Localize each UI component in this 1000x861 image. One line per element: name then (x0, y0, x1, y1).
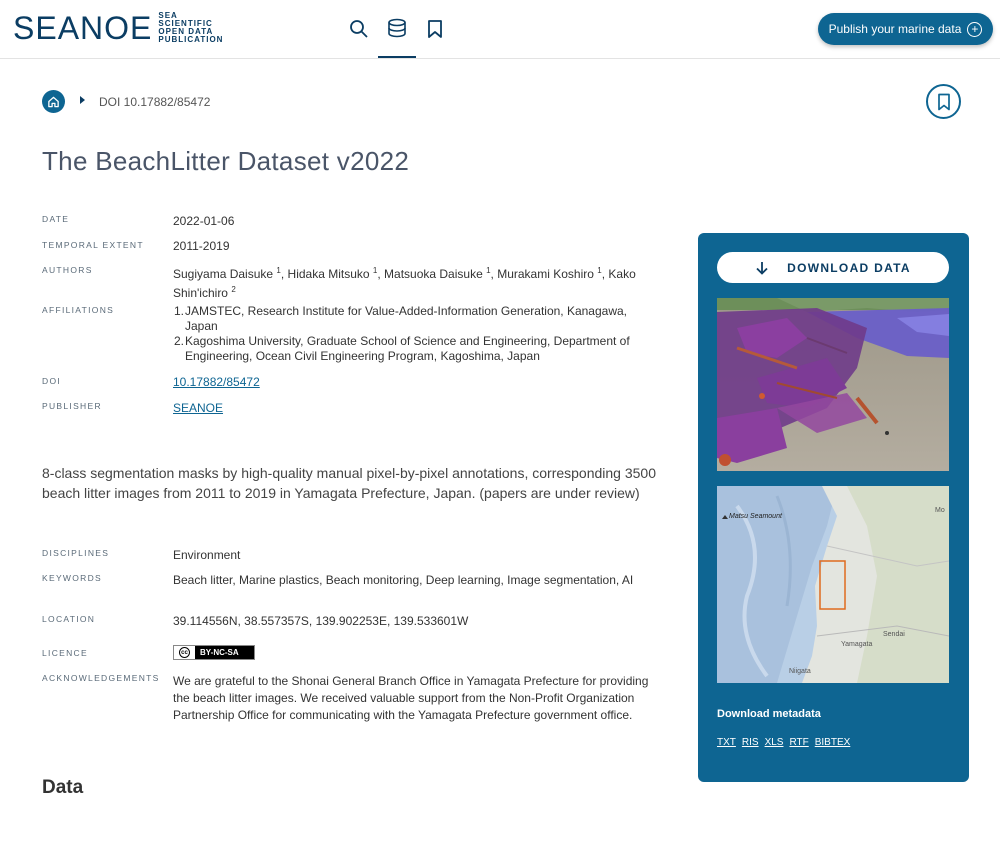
cc-icon: cc (174, 646, 196, 659)
acknowledgements-label: ACKNOWLEDGEMENTS (42, 673, 160, 683)
metadata-format-links (717, 737, 850, 748)
bookmark-button[interactable] (926, 84, 961, 119)
licence-badge[interactable] (173, 645, 255, 660)
publisher-link[interactable]: SEANOE (173, 401, 224, 415)
breadcrumb-separator-icon (80, 96, 85, 104)
home-icon[interactable] (42, 90, 65, 113)
doi-label: DOI (42, 376, 62, 386)
svg-text:Niigata: Niigata (789, 668, 811, 675)
format-link-xls[interactable]: XLS (764, 737, 784, 748)
acknowledgements-value: We are grateful to the Shonai General Branch Office in Yamagata Prefecture for providing the beach litter images. We received valuable support from the Non-Profit Organization Partnership Office for communicating with the Yamagata Prefecture government office. (173, 674, 649, 722)
disciplines-label: DISCIPLINES (42, 548, 110, 558)
format-link-bibtex[interactable]: BIBTEX (814, 737, 851, 748)
seanoe-logo[interactable] (13, 12, 223, 44)
publisher-value (173, 400, 223, 416)
keywords-value: Beach litter, Marine plastics, Beach monitoring, Deep learning, Image segmentation, AI (173, 573, 634, 587)
download-data-button[interactable] (717, 252, 949, 283)
publish-data-button[interactable] (818, 13, 993, 45)
location-value: 39.114556N, 38.557357S, 139.902253E, 139.533601W (173, 614, 469, 628)
top-navigation-bar (0, 0, 1000, 59)
affiliations-label: AFFILIATIONS (42, 305, 115, 315)
download-arrow-icon (755, 261, 769, 275)
doi-value (173, 374, 260, 390)
location-map[interactable] (717, 486, 949, 683)
dataset-preview-image[interactable] (717, 298, 949, 471)
svg-text:Matsu Seamount: Matsu Seamount (729, 513, 782, 520)
svg-text:Mo: Mo (935, 507, 945, 514)
list-item: 2. Kagoshima University, Graduate School of Science and Engineering, Department of Engineering, Ocean Civil Engineering Program, Kagoshima, Japan (174, 334, 630, 363)
licence-label: LICENCE (42, 648, 88, 658)
search-icon[interactable] (340, 0, 378, 58)
authors-label: AUTHORS (42, 265, 93, 275)
svg-text:Sendai: Sendai (883, 631, 905, 638)
licence-badge-text: BY-NC-SA (200, 648, 239, 657)
publish-label: Publish your marine data (828, 22, 962, 36)
logo-wordmark: SEANOE (13, 10, 153, 46)
list-item: 1. JAMSTEC, Research Institute for Value-Added-Information Generation, Kanagawa, Japan (174, 304, 628, 333)
data-section-heading: Data (42, 777, 84, 798)
date-value: 2022-01-06 (173, 214, 235, 228)
format-link-rtf[interactable]: RTF (789, 737, 809, 748)
date-label: DATE (42, 214, 70, 224)
temporal-extent-label: TEMPORAL EXTENT (42, 240, 144, 250)
location-label: LOCATION (42, 614, 96, 624)
download-data-label: DOWNLOAD DATA (787, 260, 911, 275)
breadcrumb-doi[interactable]: DOI 10.17882/85472 (99, 95, 211, 109)
page-title: The BeachLitter Dataset v2022 (42, 146, 410, 176)
disciplines-value: Environment (173, 548, 241, 562)
logo-subtitle: SEA SCIENTIFIC OPEN DATA PUBLICATION (158, 11, 224, 44)
temporal-extent-value: 2011-2019 (173, 239, 230, 253)
nav-icons (340, 0, 454, 58)
bookmark-icon[interactable] (416, 0, 454, 58)
format-link-ris[interactable]: RIS (741, 737, 759, 748)
database-icon[interactable] (378, 0, 416, 58)
svg-text:Yamagata: Yamagata (841, 641, 873, 648)
download-panel (698, 233, 969, 782)
download-metadata-heading: Download metadata (717, 708, 821, 720)
format-link-txt[interactable]: TXT (717, 737, 736, 748)
publisher-label: PUBLISHER (42, 401, 102, 411)
affiliations-list (173, 304, 653, 364)
doi-link[interactable]: 10.17882/85472 (173, 375, 260, 389)
keywords-label: KEYWORDS (42, 573, 102, 583)
abstract-text: 8-class segmentation masks by high-quality manual pixel-by-pixel annotations, corresponding 3500 beach litter images from 2011 to 2019 in Yamagata Prefecture, Japan. (papers are under review) (42, 465, 657, 501)
plus-circle-icon: + (967, 22, 982, 37)
authors-value: Sugiyama Daisuke $^1$, Hidaka Mitsuko $^1$, Matsuoka Daisuke $^1$, Murakami Koshiro $^1$, Kako Shin'ichiro $^2$ (173, 266, 636, 300)
